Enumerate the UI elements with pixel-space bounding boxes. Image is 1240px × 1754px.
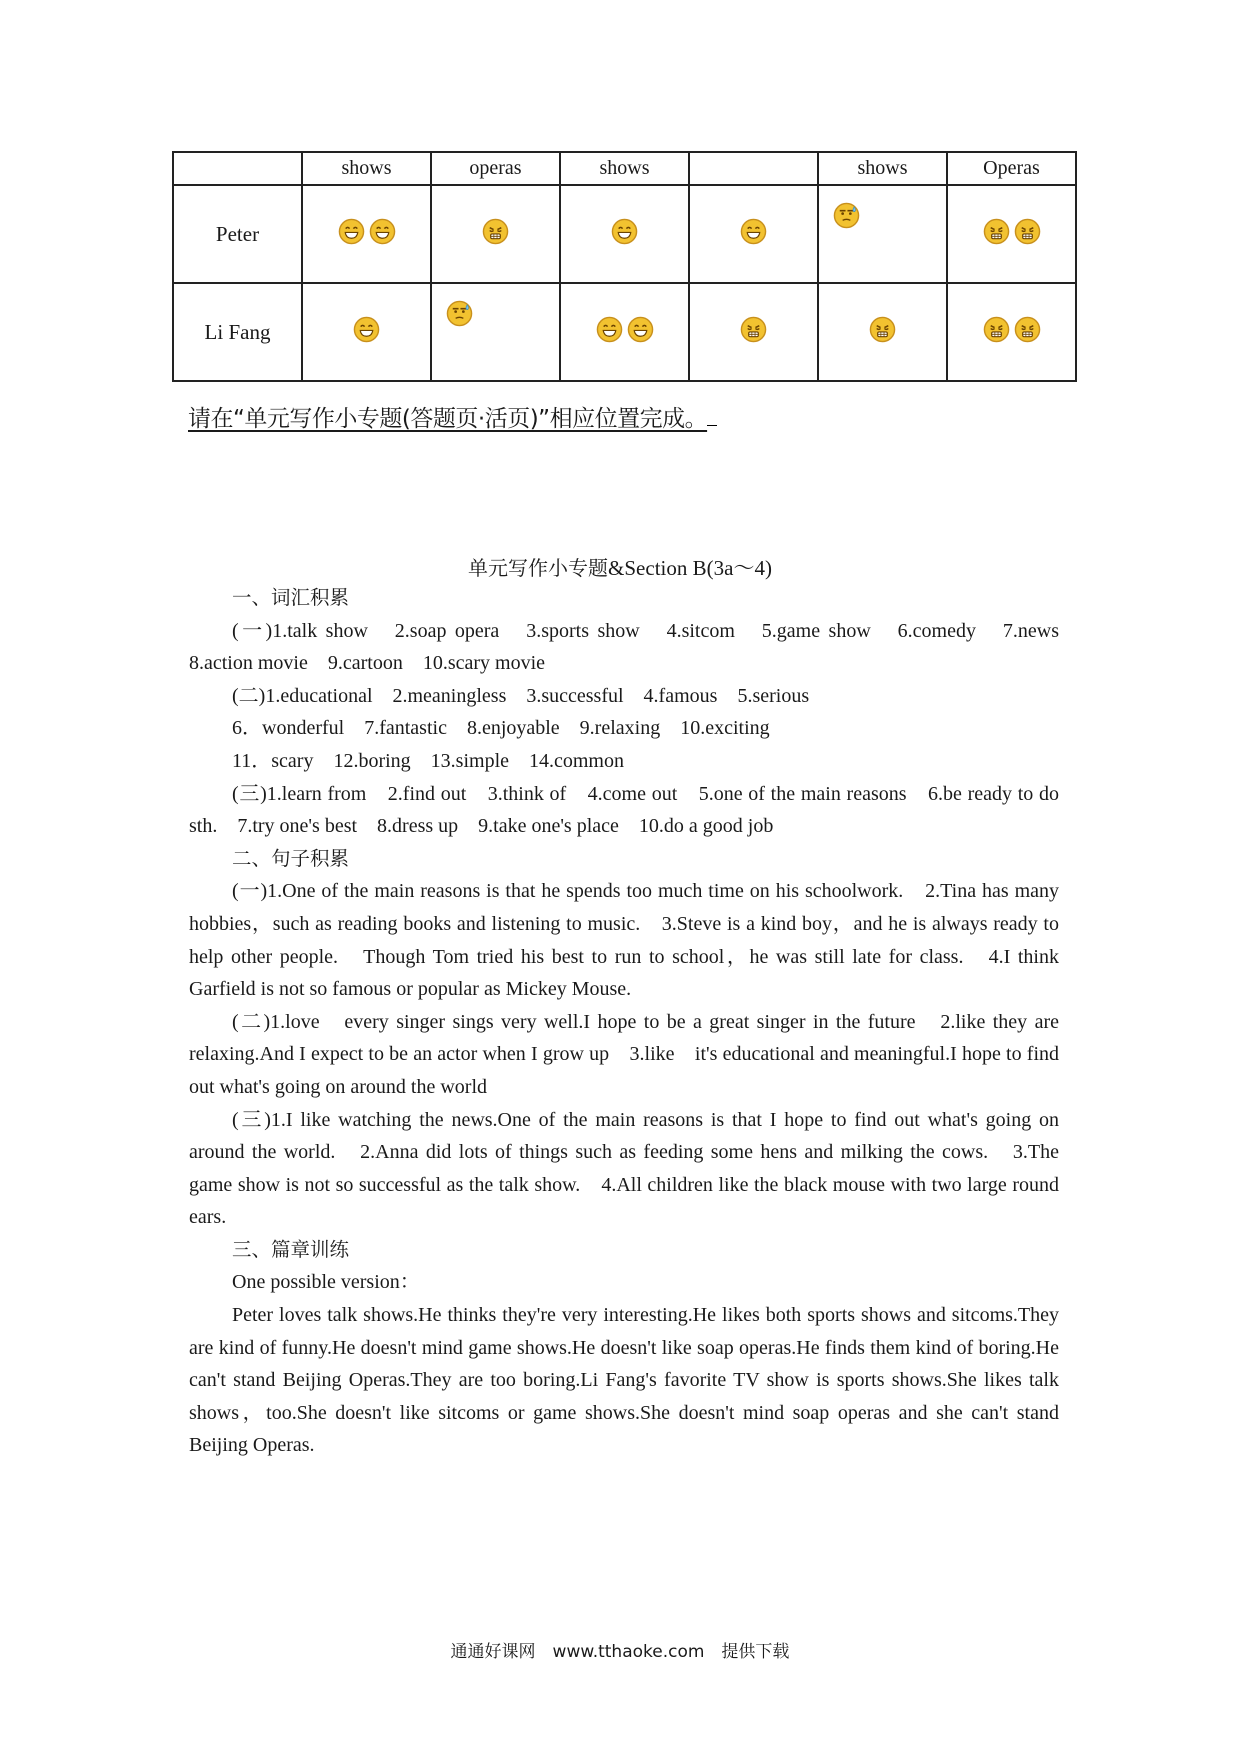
heading-essay: 三、篇章训练 [232,1237,350,1261]
rating-cell [560,283,689,381]
header-cell [689,152,818,185]
vocab-part-1: (一)1.talk show 2.soap opera 3.sports show 4.sitcom 5.game show 6.comedy 7.news 8.action movie 9.cartoon 10.scary movie [189,619,1079,675]
header-cell: shows [818,152,947,185]
header-cell [173,152,302,185]
rating-cell [818,283,947,381]
header-cell: operas [431,152,560,185]
rating-cell [431,283,560,381]
upset-face-icon [482,218,509,245]
sentences-part-1: (一)1.One of the main reasons is that he spends too much time on his schoolwork. 2.Tina has many hobbies，such as reading books and listening to music. 3.Steve is a kind boy，and he is always ready to help other people. Though Tom tried his best to run to school，he was still late for class. 4.I think Garfield is not so famous or popular as Mickey Mouse. [189,880,1059,1001]
rating-cell [560,185,689,283]
vocab-part-2b: 6．wonderful 7.fantastic 8.enjoyable 9.relaxing 10.exciting [232,717,770,740]
rating-cell [302,283,431,381]
upset-face-icon [983,316,1010,343]
preference-table [172,151,1077,382]
table-row [173,185,1076,283]
rating-cell [947,283,1076,381]
instruction-note: 请在“单元写作小专题(答题页·活页)”相应位置完成。 [188,400,717,433]
sentences-part-3: (三)1.I like watching the news.One of the main reasons is that I hope to find out what's going on around the world. 2.Anna did lots of things such as feeding some hens and milking the cows. 3.The game show is not so successful as the talk show. 4.All children like the black mouse with two large round ears. [189,1108,1059,1229]
person-name: Peter [173,185,302,283]
rating-cell [431,185,560,283]
header-cell: shows [302,152,431,185]
table-header-row [173,152,1076,185]
essay-text: Peter loves talk shows.He thinks they're very interesting.He likes both sports shows and sitcoms.They are kind of funny.He doesn't mind game shows.He doesn't like soap operas.He finds them kind of boring.He can't stand Beijing Operas.They are too boring.Li Fang's favorite TV show is sports shows.She likes talk shows，too.She doesn't like sitcoms or game shows.She doesn't mind soap operas and she can't stand Beijing Operas. [189,1304,1059,1457]
person-name: Li Fang [173,283,302,381]
answer-body [189,582,1079,1462]
heading-vocabulary: 一、词汇积累 [232,586,350,609]
rating-cell [302,185,431,283]
section-title: 单元写作小专题&Section B(3a～4) [468,556,772,580]
heading-sentences: 二、句子积累 [232,846,350,870]
header-cell: shows [560,152,689,185]
rating-cell [689,283,818,381]
rating-cell [947,185,1076,283]
footer-credit: 通通好课网 www.tthaoke.com 提供下载 [450,1642,790,1662]
upset-face-icon [1014,218,1041,245]
vocab-part-2c: 11．scary 12.boring 13.simple 14.common [232,749,624,772]
upset-face-icon [869,316,896,343]
sweat-face-icon [833,202,860,229]
grin-face-icon [611,218,638,245]
upset-face-icon [983,218,1010,245]
sweat-face-icon [446,300,473,327]
rating-cell [818,185,947,283]
grin-face-icon [596,316,623,343]
header-cell: Operas [947,152,1076,185]
version-label: One possible version： [232,1271,420,1294]
rating-cell [689,185,818,283]
upset-face-icon [740,316,767,343]
grin-face-icon [338,218,365,245]
vocab-part-3: (三)1.learn from 2.find out 3.think of 4.come out 5.one of the main reasons 6.be ready to do sth. 7.try one's best 8.dress up 9.take one's place 10.do a good job [189,782,1059,838]
grin-face-icon [369,218,396,245]
grin-face-icon [627,316,654,343]
sentences-part-2: (二)1.love every singer sings very well.I hope to be a great singer in the future 2.like they are relaxing.And I expect to be an actor when I grow up 3.like it's educational and meaningful.I hope to find out what's going on around the world [189,1010,1059,1098]
upset-face-icon [1014,316,1041,343]
table-row [173,283,1076,381]
grin-face-icon [740,218,767,245]
vocab-part-2a: (二)1.educational 2.meaningless 3.successful 4.famous 5.serious [232,684,810,707]
grin-face-icon [353,316,380,343]
